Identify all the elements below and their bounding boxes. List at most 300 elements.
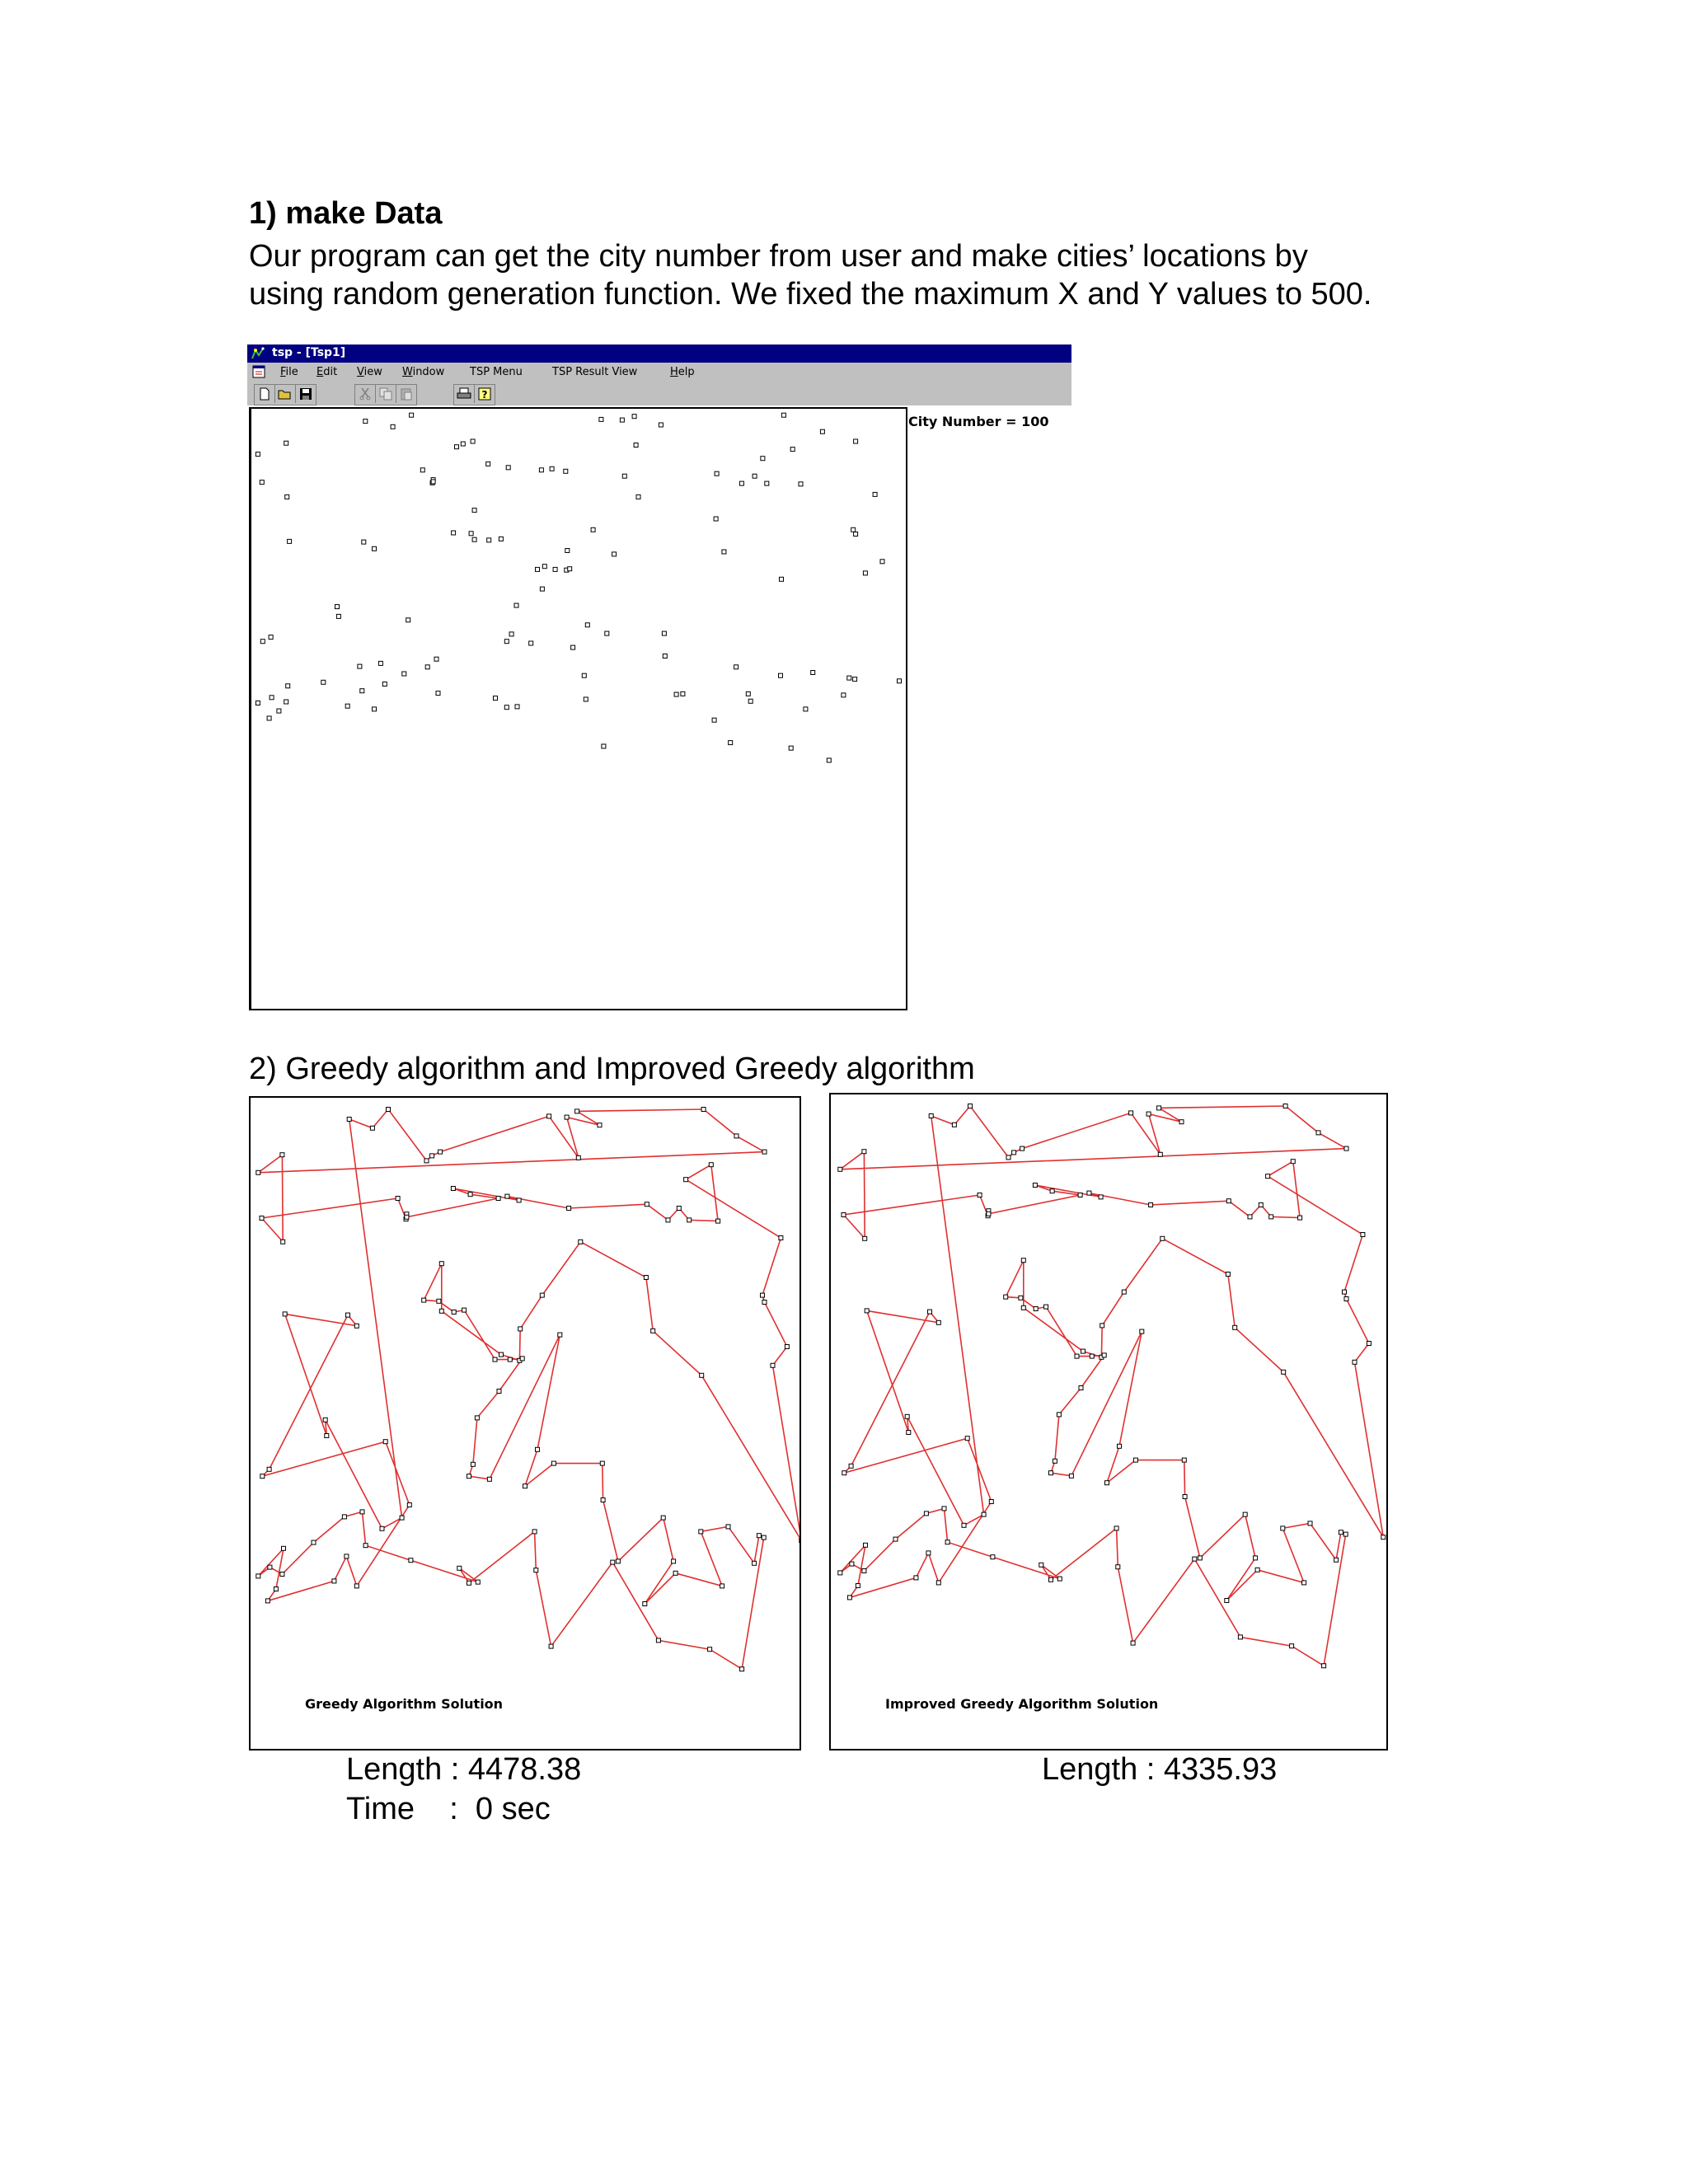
city-point	[656, 1638, 660, 1643]
city-point	[345, 1554, 349, 1558]
city-point	[1079, 1386, 1083, 1390]
city-point	[893, 1537, 898, 1541]
city-point	[370, 1126, 374, 1130]
city-point	[873, 492, 877, 496]
city-point	[455, 445, 459, 449]
city-point	[260, 1474, 265, 1479]
city-point	[1344, 1297, 1348, 1301]
city-point	[520, 1357, 524, 1361]
city-point	[945, 1540, 950, 1544]
city-point	[467, 1581, 471, 1585]
city-point	[571, 645, 575, 649]
city-point	[1255, 1568, 1259, 1572]
city-point	[514, 603, 518, 607]
city-point	[850, 1562, 854, 1566]
city-point	[540, 1293, 544, 1297]
city-point	[468, 1193, 472, 1197]
paste-icon[interactable]	[396, 385, 416, 403]
city-point	[457, 1566, 462, 1570]
city-point	[499, 537, 503, 541]
city-point	[962, 1523, 966, 1527]
city-point	[286, 684, 290, 688]
city-point	[551, 1461, 556, 1465]
city-point	[726, 1525, 730, 1529]
city-point	[987, 1212, 991, 1216]
city-point	[1114, 1526, 1118, 1530]
city-point	[476, 1580, 480, 1584]
city-point	[740, 1667, 744, 1671]
city-point	[420, 468, 424, 472]
city-point	[1146, 1112, 1151, 1116]
city-point	[1020, 1146, 1025, 1151]
city-point	[785, 1345, 789, 1349]
city-point	[1157, 1106, 1161, 1110]
city-point	[1198, 1556, 1202, 1560]
city-point	[1012, 1151, 1016, 1155]
city-point	[734, 1134, 738, 1138]
city-point	[1160, 1236, 1165, 1240]
toolbar-print-group	[453, 384, 495, 405]
city-point	[936, 1581, 940, 1585]
city-point	[564, 469, 568, 473]
city-point	[280, 1153, 284, 1157]
city-point	[746, 691, 750, 696]
city-point	[722, 550, 726, 554]
city-point	[461, 442, 465, 446]
city-point	[430, 1154, 434, 1158]
city-point	[565, 549, 570, 553]
menu-bar	[247, 363, 1071, 381]
print-icon[interactable]	[454, 385, 475, 403]
city-point	[472, 509, 476, 513]
city-point	[576, 1155, 580, 1160]
city-point	[753, 474, 757, 478]
city-point	[486, 462, 490, 466]
city-point	[716, 1219, 720, 1223]
city-point	[396, 1197, 400, 1201]
city-point	[553, 567, 557, 571]
city-point	[659, 423, 663, 427]
city-point	[1131, 1641, 1135, 1645]
city-point	[1034, 1307, 1038, 1311]
city-point	[1381, 1535, 1386, 1540]
open-folder-icon[interactable]	[275, 385, 296, 403]
city-point	[536, 1447, 540, 1451]
city-point	[425, 665, 429, 669]
city-point	[1302, 1581, 1306, 1585]
city-point	[277, 709, 281, 713]
city-point	[1021, 1305, 1025, 1310]
city-point	[1344, 1146, 1348, 1151]
city-point	[558, 1333, 562, 1337]
city-point	[487, 1477, 491, 1481]
city-point	[1254, 1556, 1258, 1560]
section1-heading: 1) make Data	[249, 196, 443, 231]
city-point	[757, 1534, 761, 1538]
city-point	[312, 1540, 316, 1544]
city-point	[1078, 1193, 1082, 1197]
city-point	[1259, 1203, 1263, 1207]
city-point	[534, 1568, 538, 1572]
city-point	[354, 1584, 359, 1588]
city-point	[1282, 1370, 1286, 1374]
city-point	[856, 1584, 860, 1588]
city-point	[842, 693, 846, 697]
city-point	[462, 1308, 467, 1312]
city-point	[565, 1115, 569, 1119]
city-point	[602, 744, 606, 748]
greedy-length: Length : 4478.38	[346, 1752, 582, 1787]
city-point	[387, 1108, 391, 1112]
city-point	[1225, 1599, 1229, 1603]
city-point	[285, 494, 289, 499]
city-point	[256, 1170, 260, 1174]
city-point	[452, 531, 456, 535]
menu-help[interactable]: Help	[670, 366, 695, 378]
city-point	[1122, 1290, 1126, 1294]
city-point	[1281, 1526, 1285, 1530]
city-point	[270, 696, 274, 700]
city-point	[280, 1572, 284, 1577]
city-point	[269, 635, 273, 640]
city-point	[508, 1357, 512, 1361]
city-point	[1334, 1558, 1339, 1562]
city-point	[644, 1276, 648, 1280]
city-point	[1343, 1532, 1348, 1536]
city-point	[469, 532, 473, 536]
city-point	[708, 1647, 712, 1652]
city-point	[599, 417, 603, 421]
city-point	[699, 1530, 703, 1534]
city-point	[598, 1123, 602, 1127]
city-point	[748, 699, 753, 703]
city-point	[712, 718, 716, 722]
city-point	[424, 1159, 429, 1163]
city-point	[662, 631, 666, 635]
improved-caption: Improved Greedy Algorithm Solution	[885, 1696, 1159, 1712]
city-point	[575, 1109, 579, 1113]
city-point	[335, 605, 340, 609]
city-point	[1316, 1131, 1320, 1135]
city-point	[363, 1544, 368, 1548]
city-point	[256, 452, 260, 457]
document-icon[interactable]	[252, 365, 265, 378]
city-point	[863, 1236, 867, 1240]
city-point	[827, 758, 831, 762]
menu-file[interactable]: File	[280, 366, 298, 378]
city-point	[400, 1516, 404, 1520]
city-point	[661, 1516, 665, 1520]
city-point	[585, 623, 589, 627]
city-point	[439, 1309, 443, 1313]
city-point	[1193, 1557, 1197, 1561]
city-point	[762, 1150, 767, 1154]
city-point	[504, 640, 509, 644]
city-point	[268, 1565, 272, 1569]
city-map-canvas[interactable]	[249, 407, 907, 1010]
city-point	[936, 1320, 940, 1324]
city-point	[434, 657, 438, 661]
city-point	[437, 1299, 441, 1303]
city-point	[260, 640, 265, 644]
city-point	[720, 1584, 724, 1588]
city-point	[336, 614, 340, 618]
city-point	[584, 697, 588, 701]
new-file-icon[interactable]	[255, 385, 275, 403]
city-point	[632, 415, 636, 419]
city-point	[358, 664, 362, 668]
city-number-label: City Number = 100	[908, 414, 1049, 429]
section1-paragraph-line2: using random generation function. We fixed the maximum X and Y values to 500.	[249, 277, 1372, 312]
menu-edit[interactable]: Edit	[316, 366, 338, 378]
city-point	[842, 1213, 846, 1217]
city-point	[715, 471, 719, 476]
city-point	[256, 701, 260, 705]
menu-window[interactable]: Window	[402, 366, 445, 378]
improved-tour-plot	[831, 1094, 1386, 1749]
city-point	[862, 1150, 866, 1154]
city-point	[547, 1114, 551, 1118]
city-point	[402, 672, 406, 676]
city-point	[989, 1500, 993, 1504]
city-point	[378, 661, 382, 665]
city-point	[1081, 1349, 1085, 1353]
city-point	[928, 1310, 932, 1314]
city-point	[1361, 1233, 1365, 1237]
city-point	[439, 1262, 443, 1266]
city-point	[804, 707, 808, 711]
city-point	[582, 673, 586, 677]
city-point	[762, 1535, 766, 1540]
city-point	[611, 1560, 615, 1564]
city-point	[472, 537, 476, 541]
city-point	[1367, 1342, 1371, 1346]
city-point	[282, 1546, 286, 1550]
city-point	[1099, 1195, 1103, 1199]
city-point	[284, 700, 288, 704]
city-point	[256, 1574, 260, 1578]
city-point	[1140, 1329, 1144, 1333]
city-point	[1238, 1635, 1242, 1639]
section1-paragraph	[249, 237, 1372, 313]
city-point	[600, 1461, 604, 1465]
city-point	[1006, 1155, 1010, 1160]
city-point	[360, 1510, 364, 1514]
city-point	[452, 1310, 456, 1315]
city-point	[325, 1434, 329, 1438]
city-point	[518, 1327, 523, 1331]
city-point	[734, 665, 738, 669]
city-point	[373, 707, 377, 711]
city-point	[471, 439, 475, 443]
city-points-plot	[251, 409, 906, 1009]
city-point	[780, 577, 784, 581]
city-point	[687, 1218, 692, 1222]
city-point	[854, 439, 858, 443]
improved-length: Length : 4335.93	[1042, 1752, 1278, 1787]
menu-tsp-result-view[interactable]: TSP Result View	[552, 366, 638, 378]
city-point	[914, 1576, 918, 1580]
copy-icon[interactable]	[376, 385, 396, 403]
city-point	[729, 741, 733, 745]
city-point	[968, 1104, 973, 1108]
city-point	[645, 1202, 649, 1207]
city-point	[1290, 1644, 1294, 1648]
city-point	[405, 1215, 409, 1219]
city-point	[781, 413, 785, 417]
city-point	[499, 1352, 504, 1357]
document-client-area	[247, 405, 1071, 1014]
city-point	[363, 419, 368, 424]
city-point	[1021, 1258, 1025, 1263]
city-point	[539, 468, 543, 472]
city-point	[952, 1122, 956, 1127]
city-point	[636, 494, 640, 499]
city-point	[283, 1312, 287, 1316]
city-point	[651, 1329, 655, 1333]
city-point	[532, 1530, 537, 1534]
city-point	[497, 1390, 501, 1394]
city-point	[849, 1464, 853, 1468]
city-point	[643, 1602, 647, 1606]
city-point	[739, 481, 743, 485]
city-point	[260, 1216, 264, 1221]
city-point	[862, 1569, 866, 1573]
city-point	[288, 539, 292, 543]
city-point	[504, 705, 509, 710]
city-point	[853, 677, 857, 682]
city-point	[1269, 1215, 1273, 1219]
cut-icon[interactable]	[355, 385, 376, 403]
city-point	[342, 1515, 346, 1519]
city-point	[1291, 1160, 1295, 1164]
city-point	[1069, 1474, 1073, 1478]
city-point	[1183, 1495, 1187, 1499]
city-point	[1057, 1577, 1062, 1581]
city-point	[907, 1431, 911, 1435]
city-point	[677, 1207, 681, 1211]
city-point	[346, 1313, 350, 1317]
city-point	[431, 480, 435, 484]
city-point	[681, 691, 685, 696]
city-point	[601, 1498, 605, 1502]
city-point	[505, 1194, 509, 1198]
city-point	[811, 671, 815, 675]
city-point	[494, 696, 498, 701]
city-point	[1158, 1152, 1162, 1156]
city-point	[942, 1507, 946, 1511]
city-point	[799, 482, 803, 486]
menu-tsp[interactable]: TSP Menu	[470, 366, 523, 378]
city-point	[880, 560, 884, 564]
city-point	[666, 1218, 670, 1222]
city-point	[467, 1474, 471, 1479]
city-point	[820, 429, 824, 434]
city-point	[761, 1293, 765, 1297]
window-titlebar[interactable]	[247, 344, 1071, 363]
city-point	[709, 1163, 713, 1167]
city-point	[863, 571, 867, 575]
city-point	[1090, 1354, 1094, 1358]
toolbar-edit-group	[354, 384, 417, 405]
city-point	[965, 1436, 969, 1441]
city-point	[436, 691, 440, 696]
city-point	[1226, 1272, 1230, 1277]
city-point	[1179, 1120, 1184, 1124]
svg-text:?: ?	[481, 389, 488, 401]
menu-view[interactable]: View	[357, 366, 382, 378]
save-disk-icon[interactable]	[296, 385, 316, 403]
city-point	[409, 1558, 413, 1563]
city-point	[1044, 1305, 1048, 1309]
window-title: tsp - [Tsp1]	[272, 346, 346, 359]
city-point	[864, 1543, 868, 1547]
help-icon[interactable]	[475, 385, 495, 403]
city-point	[382, 682, 387, 687]
city-point	[842, 1471, 846, 1475]
city-point	[360, 689, 364, 693]
city-point	[475, 1416, 479, 1420]
city-point	[579, 1240, 583, 1244]
city-point	[1118, 1444, 1122, 1448]
city-point	[1353, 1360, 1357, 1364]
city-point	[926, 1551, 931, 1555]
city-point	[684, 1178, 688, 1182]
city-point	[634, 443, 638, 448]
improved-solution-panel	[829, 1093, 1388, 1750]
city-point	[612, 552, 617, 556]
city-point	[332, 1579, 336, 1583]
toolbar	[247, 381, 1071, 406]
city-point	[509, 632, 513, 636]
city-point	[391, 424, 395, 429]
city-point	[1298, 1216, 1302, 1220]
city-point	[762, 1301, 767, 1305]
city-point	[616, 1559, 620, 1563]
city-point	[1057, 1413, 1061, 1417]
city-point	[700, 1373, 704, 1377]
city-point	[1102, 1353, 1106, 1357]
city-point	[540, 587, 544, 591]
city-point	[265, 1599, 270, 1603]
city-point	[362, 540, 366, 544]
city-point	[1308, 1521, 1312, 1526]
city-point	[1233, 1325, 1237, 1329]
city-point	[622, 474, 626, 478]
tsp-app-window	[247, 344, 1071, 1014]
city-point	[591, 527, 595, 532]
city-point	[924, 1511, 928, 1516]
city-point	[789, 746, 793, 750]
city-point	[506, 466, 510, 470]
city-point	[673, 1571, 678, 1575]
city-point	[1248, 1215, 1252, 1219]
city-point	[451, 1187, 455, 1191]
city-point	[1129, 1111, 1133, 1115]
city-point	[663, 654, 667, 658]
city-point	[847, 676, 851, 680]
city-point	[714, 517, 718, 521]
city-point	[1049, 1471, 1053, 1475]
city-point	[345, 704, 349, 708]
city-point	[274, 1587, 278, 1591]
greedy-solution-panel	[249, 1096, 801, 1750]
city-point	[347, 1118, 351, 1122]
city-point	[1039, 1563, 1043, 1567]
city-point	[905, 1414, 909, 1418]
city-point	[1075, 1354, 1079, 1358]
city-point	[549, 1644, 553, 1648]
